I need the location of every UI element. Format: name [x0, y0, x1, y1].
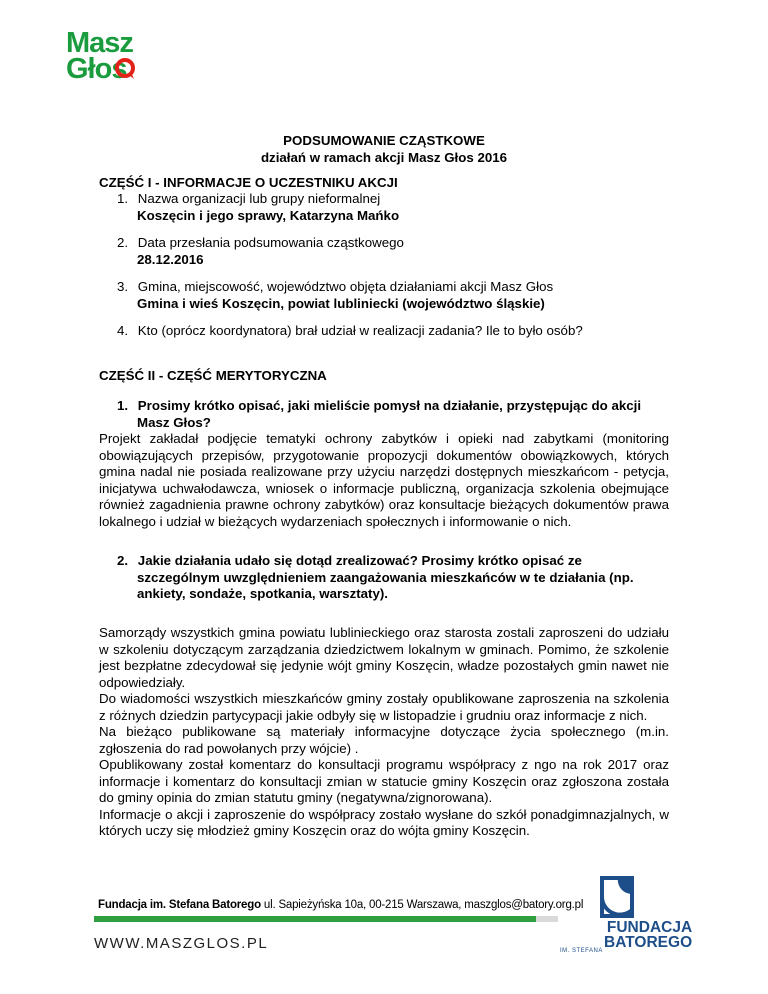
footer-address	[98, 899, 583, 911]
answer-paragraph-2: Do wiadomości wszystkich mieszkańców gminy zostały opublikowane zaproszenia na szkolenia z różnych dziedzin partycypacji jakie odbyły się w listopadzie i grudniu oraz informacje z nich.	[99, 691, 669, 723]
item-answer: 28.12.2016	[137, 251, 204, 267]
part1-item-4	[117, 323, 583, 340]
item-question: Gmina, miejscowość, województwo objęta działaniami akcji Masz Głos	[137, 279, 554, 294]
answer-paragraph-5: Informacje o akcji i zaproszenie do współpracy zostało wysłane do szkół ponadgimnazjalnych, w których uczy się młodzież gminy Koszęcin oraz do wójta gminy Koszęcin.	[99, 806, 669, 838]
footer-gray-bar	[536, 916, 558, 922]
question-line-2: szczególnym uwzględnieniem zaangażowania mieszkańców w te działania (np.	[137, 569, 634, 585]
part1-item-2	[117, 235, 404, 268]
answer-paragraph-4: Opublikowany został komentarz do konsultacji programu współpracy z ngo na rok 2017 oraz informacje i komentarz do konsultacji zmian w statucie gminy Koszęcin oraz zgłoszona została do gminy opinia do zmian statutu gminy (negatywna/zignorowana).	[99, 757, 669, 805]
part2-question-1	[117, 398, 677, 431]
part1-heading: CZĘŚĆ I - INFORMACJE O UCZESTNIKU AKCJI	[99, 175, 398, 190]
item-question: Kto (oprócz koordynatora) brał udział w realizacji zadania? Ile to było osób?	[137, 323, 583, 338]
question-number: 1.	[117, 398, 129, 413]
part1-item-1	[117, 191, 399, 224]
speech-bubble-icon	[114, 58, 136, 80]
item-number: 1.	[117, 191, 129, 206]
item-answer: Gmina i wieś Koszęcin, powiat lubliniecki (województwo śląskie)	[137, 295, 545, 311]
question-line-1: Jakie działania udało się dotąd zrealizować? Prosimy krótko opisać ze	[137, 553, 582, 568]
part1-item-3	[117, 279, 553, 312]
title-line-1: PODSUMOWANIE CZĄSTKOWE	[283, 133, 485, 148]
item-number: 4.	[117, 323, 129, 338]
item-number: 2.	[117, 235, 129, 250]
footer-address-text: ul. Sapieżyńska 10a, 00-215 Warszawa, maszglos@batory.org.pl	[263, 899, 584, 911]
batory-line-2: BATOREGO	[604, 934, 693, 951]
logo-line-2-text: Głos	[66, 53, 127, 85]
item-question: Data przesłania podsumowania cząstkowego	[137, 235, 404, 250]
document-title	[0, 132, 768, 166]
question-line-2: Masz Głos?	[137, 414, 211, 430]
answer-paragraph-1: Samorządy wszystkich gmina powiatu lublinieckiego oraz starosta zostali zaproszeni do udziału w szkoleniu dotyczącym zarządzania dziedzictwem lokalnym w gminach. Pomimo, że szkolenie jest bezpłatne zdecydował się jedynie wójt gminy Koszęcin, władze pozostałych gmin nawet nie odpowiedziały.	[99, 625, 669, 690]
footer-green-bar	[94, 916, 536, 922]
part2-answer-2	[99, 625, 669, 840]
title-line-2: działań w ramach akcji Masz Głos 2016	[260, 150, 508, 165]
footer-org: Fundacja im. Stefana Batorego	[98, 899, 261, 911]
batory-small-text: IM. STEFANA	[560, 948, 603, 954]
batory-line-1: FUNDACJA	[606, 919, 693, 936]
logo-line-1: Masz	[66, 27, 133, 59]
answer-paragraph-3: Na bieżąco publikowane są materiały informacyjne dotyczące życia społecznego (m.in. zgłoszenia do rad powołanych przy wójcie) .	[99, 724, 669, 756]
item-question: Nazwa organizacji lub grupy nieformalnej	[137, 191, 381, 206]
answer-paragraph: Projekt zakładał podjęcie tematyki ochrony zabytków i opieki nad zabytkami (monitoring obowiązujących przepisów, przygotowanie propozycji dokumentów obowiązkowych, których gmina nadal nie posiada realizowane przy użyciu narzędzi dostępnych mieszkańcom - petycja, inicjatywa uchwałodawcza, wniosek o informacje publiczną, organizacja szkolenia obejmujące również zagadnienia prawne ochrony zabytków) oraz konsultacje bieżących dokumentów prawa lokalnego i udział w bieżących wydarzeniach społecznych i informowanie o nich.	[99, 431, 669, 529]
question-line-3: ankiety, sondaże, spotkania, warsztaty).	[137, 586, 388, 601]
question-number: 2.	[117, 553, 129, 568]
batory-foundation-name	[604, 920, 692, 950]
question-line-1: Prosimy krótko opisać, jaki mieliście pomysł na działanie, przystępując do akcji	[137, 398, 642, 413]
part2-heading: CZĘŚĆ II - CZĘŚĆ MERYTORYCZNA	[99, 368, 327, 383]
item-number: 3.	[117, 279, 129, 294]
part2-question-2	[117, 553, 677, 603]
item-answer: Koszęcin i jego sprawy, Katarzyna Mańko	[137, 207, 400, 223]
batory-foundation-logo-icon	[598, 876, 646, 922]
part2-answer-1	[99, 431, 669, 530]
footer-website: WWW.MASZGLOS.PL	[94, 935, 269, 952]
